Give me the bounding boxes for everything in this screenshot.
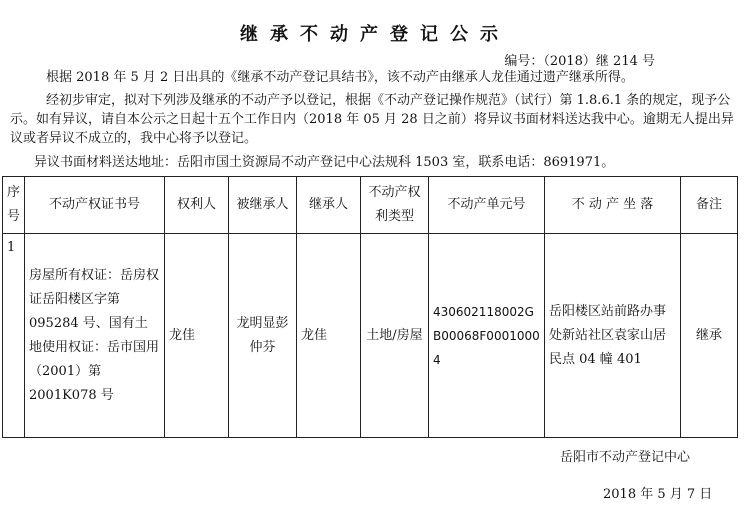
issue-date: 2018 年 5 月 7 日 [603, 487, 713, 502]
document-number: 编号：（2018）继 214 号 [504, 54, 655, 69]
notice-title: 继承不动产登记公示 [240, 24, 510, 45]
cell-owner: 龙佳 [165, 234, 229, 438]
paragraph-review: 经初步审定，拟对下列涉及继承的不动产予以登记，根据《不动产登记操作规范》（试行）第 1.8.6.1 条的规定，现予公示。如有异议，请自本公示之日起十五个工作日内（2018 年 05 月 28 日之前）将异议书面材料送达我中心。逾期无人提出异议或者异议不成立的，我中心将予以登记。 [10, 93, 734, 146]
cell-location: 岳阳楼区站前路办事处新站社区袁家山居民点 04 幢 401 [545, 234, 681, 438]
cell-unit-no: 430602118002GB00068F00010004 [429, 234, 545, 438]
paragraph-address: 异议书面材料送达地址：岳阳市国土资源局不动产登记中心法规科 1503 室，联系电话：8691971。 [34, 155, 615, 170]
issuer-name: 岳阳市不动产登记中心 [560, 450, 691, 465]
cell-remark: 继承 [681, 234, 738, 438]
paragraph-basis: 根据 2018 年 5 月 2 日出具的《继承不动产登记具结书》，该不动产由继承人龙佳通过遗产继承所得。 [46, 70, 634, 85]
header-owner: 权利人 [165, 177, 229, 234]
cell-heir: 龙佳 [297, 234, 361, 438]
table-header-row [3, 177, 738, 234]
header-no: 序号 [3, 177, 25, 234]
header-unit-no: 不动产单元号 [429, 177, 545, 234]
header-remark: 备注 [681, 177, 738, 234]
cell-right-type: 土地/房屋 [361, 234, 429, 438]
cell-cert: 房屋所有权证：岳房权证岳阳楼区字第 095284 号、国有土地使用权证：岳市国用（2001）第 2001K078 号 [25, 234, 165, 438]
registration-table [2, 176, 738, 438]
table-row [3, 234, 738, 438]
header-decedent: 被继承人 [229, 177, 297, 234]
header-location: 不 动 产 坐 落 [545, 177, 681, 234]
header-right-type: 不动产权利类型 [361, 177, 429, 234]
cell-no: 1 [3, 234, 25, 438]
header-heir: 继承人 [297, 177, 361, 234]
cell-decedent: 龙明显彭仲芬 [229, 234, 297, 438]
header-cert: 不动产权证书号 [25, 177, 165, 234]
